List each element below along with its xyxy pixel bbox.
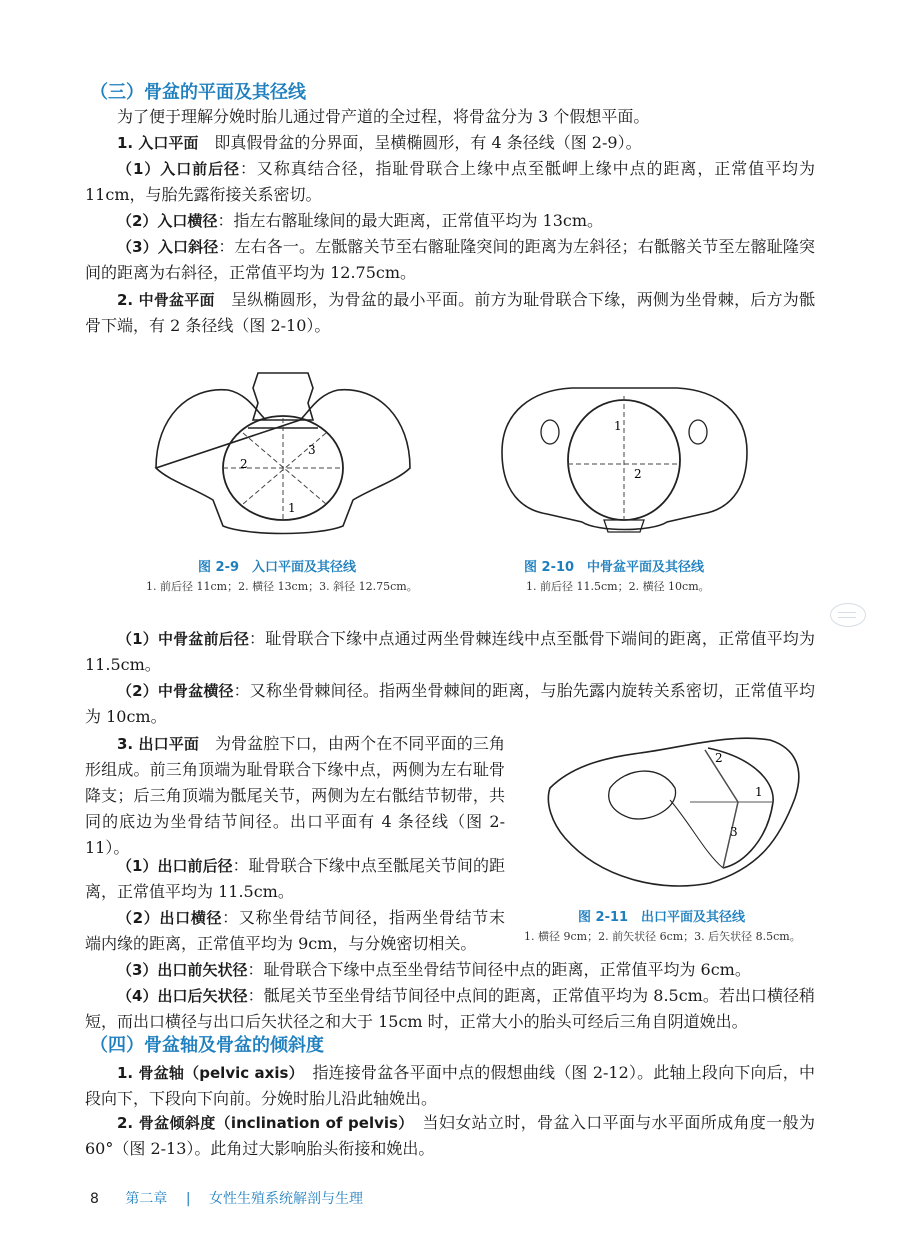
mid-ap-diameter-paragraph: （1）中骨盆前后径：耻骨联合下缘中点通过两坐骨棘连线中点至骶骨下端间的距离，正常值平均为 11.5cm。 <box>85 629 815 674</box>
inlet-ap-term: （1）入口前后径 <box>117 160 240 178</box>
page-footer <box>90 1188 363 1208</box>
section-heading-4: （四）骨盆轴及骨盆的倾斜度 <box>90 1035 324 1056</box>
watermark-stamp <box>830 603 866 627</box>
figure-2-10-note: 1. 前后径 11.5cm；2. 横径 10cm。 <box>526 580 710 593</box>
pelvic-inclination-term: 2. 骨盆倾斜度（inclination of pelvis） <box>117 1114 407 1132</box>
outlet-ap-paragraph: （1）出口前后径：耻骨联合下缘中点至骶尾关节间的距离，正常值平均为 11.5cm。 <box>85 856 505 901</box>
pelvic-inclination-paragraph: 2. 骨盆倾斜度（inclination of pelvis） 当妇女站立时，骨盆入口平面与水平面所成角度一般为 60°（图 2-13）。此角过大影响胎头衔接和娩出。 <box>85 1113 815 1158</box>
inlet-oblique-term: （3）入口斜径 <box>117 238 219 256</box>
footer-separator: | <box>185 1191 191 1207</box>
mid-transverse-term: （2）中骨盆横径 <box>117 682 234 700</box>
figure-2-11-label-3: 3 <box>730 825 738 839</box>
figure-2-11-label-2: 2 <box>715 751 723 765</box>
outlet-plane-paragraph: 3. 出口平面 为骨盆腔下口，由两个在不同平面的三角形组成。前三角顶端为耻骨联合下缘中点，两侧为左右耻骨降支；后三角顶端为骶尾关节，两侧为左右骶结节韧带，共同的底边为坐骨结节间径。出口平面有 4 条径线（图 2-11）。 <box>85 734 505 857</box>
pelvic-axis-term: 1. 骨盆轴（pelvic axis） <box>117 1064 297 1082</box>
mid-plane-paragraph: 2. 中骨盆平面 呈纵椭圆形，为骨盆的最小平面。前方为耻骨联合下缘，两侧为坐骨棘，后方为骶骨下端，有 2 条径线（图 2-10）。 <box>85 290 815 335</box>
figure-2-11-label-1: 1 <box>755 785 763 799</box>
mid-plane-term: 2. 中骨盆平面 <box>117 291 215 309</box>
figure-2-10-label-1: 1 <box>614 419 622 433</box>
figure-2-9-inlet-plane <box>148 358 418 548</box>
outlet-anterior-sagittal-paragraph: （3）出口前矢状径：耻骨联合下缘中点至坐骨结节间径中点的距离，正常值平均为 6cm。 <box>117 960 751 979</box>
figure-2-10-mid-plane <box>492 372 757 542</box>
figure-2-9-note: 1. 前后径 11cm；2. 横径 13cm；3. 斜径 12.75cm。 <box>146 580 418 593</box>
outlet-posterior-sagittal-term: （4）出口后矢状径 <box>117 987 248 1005</box>
intro-paragraph: 为了便于理解分娩时胎儿通过骨产道的全过程，将骨盆分为 3 个假想平面。 <box>117 107 650 126</box>
mid-transverse-paragraph: （2）中骨盆横径：又称坐骨棘间径。指两坐骨棘间的距离，与胎先露内旋转关系密切，正常值平均为 10cm。 <box>85 681 815 726</box>
figure-2-11-note: 1. 横径 9cm；2. 前矢状径 6cm；3. 后矢状径 8.5cm。 <box>524 930 801 943</box>
inlet-transverse-paragraph: （2）入口横径：指左右髂耻缘间的最大距离，正常值平均为 13cm。 <box>117 211 604 230</box>
figure-2-10-label-2: 2 <box>634 467 642 481</box>
chapter-title: 女性生殖系统解剖与生理 <box>209 1191 363 1207</box>
figure-2-9-label-3: 3 <box>308 443 316 457</box>
outlet-ap-term: （1）出口前后径 <box>117 857 233 875</box>
section-heading-3: （三）骨盆的平面及其径线 <box>90 82 306 103</box>
inlet-ap-diameter-paragraph: （1）入口前后径：又称真结合径，指耻骨联合上缘中点至骶岬上缘中点的距离，正常值平均为 11cm，与胎先露衔接关系密切。 <box>85 159 815 204</box>
page-number: 8 <box>90 1191 99 1207</box>
outlet-transverse-term: （2）出口横径 <box>117 909 223 927</box>
chapter-label: 第二章 <box>125 1191 168 1207</box>
pelvic-axis-paragraph: 1. 骨盆轴（pelvic axis） 指连接骨盆各平面中点的假想曲线（图 2-12）。此轴上段向下向后，中段向下，下段向下向前。分娩时胎儿沿此轴娩出。 <box>85 1063 815 1108</box>
inlet-plane-paragraph: 1. 入口平面 即真假骨盆的分界面，呈横椭圆形，有 4 条径线（图 2-9）。 <box>117 133 642 152</box>
figure-2-9-caption: 图 2-9 入口平面及其径线 <box>198 560 357 575</box>
outlet-transverse-paragraph: （2）出口横径：又称坐骨结节间径，指两坐骨结节末端内缘的距离，正常值平均为 9cm，与分娩密切相关。 <box>85 908 505 953</box>
inlet-plane-term: 1. 入口平面 <box>117 134 199 152</box>
figure-2-11-outlet-plane <box>540 728 810 898</box>
mid-ap-term: （1）中骨盆前后径 <box>117 630 250 648</box>
inlet-oblique-paragraph: （3）入口斜径：左右各一。左骶髂关节至右髂耻隆突间的距离为左斜径；右骶髂关节至左髂耻隆突间的距离为右斜径，正常值平均为 12.75cm。 <box>85 237 815 282</box>
outlet-posterior-sagittal-paragraph: （4）出口后矢状径：骶尾关节至坐骨结节间径中点间的距离，正常值平均为 8.5cm。若出口横径稍短，而出口横径与出口后矢状径之和大于 15cm 时，正常大小的胎头可经后三角自阴道娩出。 <box>85 986 815 1031</box>
figure-2-11-caption: 图 2-11 出口平面及其径线 <box>578 910 746 925</box>
outlet-anterior-sagittal-term: （3）出口前矢状径 <box>117 961 248 979</box>
figure-2-9-label-1: 1 <box>288 501 296 515</box>
outlet-plane-term: 3. 出口平面 <box>117 735 199 753</box>
figure-2-10-caption: 图 2-10 中骨盆平面及其径线 <box>524 560 705 575</box>
inlet-transverse-term: （2）入口横径 <box>117 212 218 230</box>
figure-2-9-label-2: 2 <box>240 457 248 471</box>
